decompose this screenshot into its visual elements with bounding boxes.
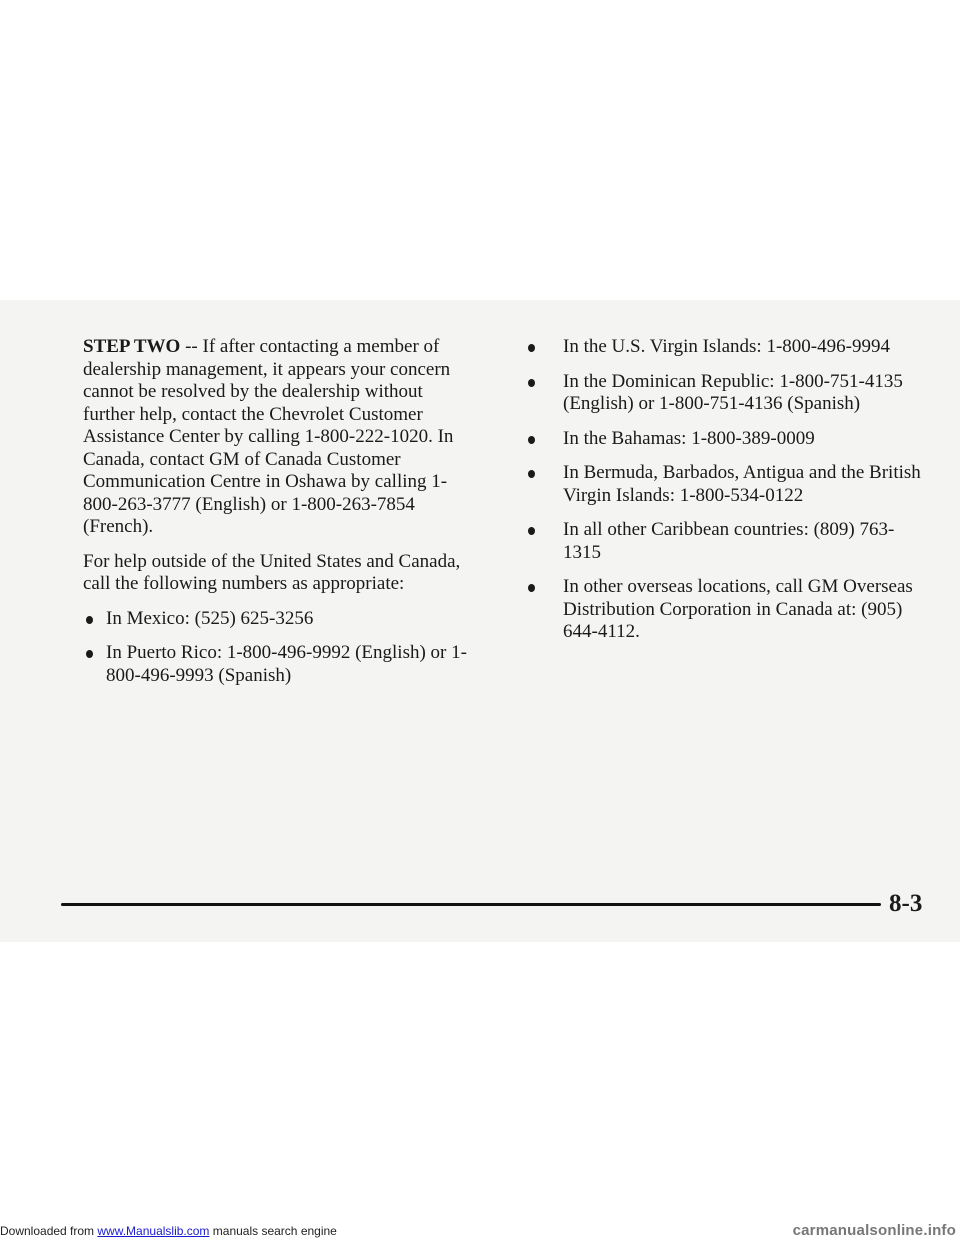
step-two-text: -- If after contacting a member of dealership management, it appears your concern cannot be resolved by the dealership without further help, contact the Chevrolet Customer Assistance Center by calling 1-800-222-1020. In Canada, contact GM of Canada Customer Communication Centre in Oshawa by calling 1-800-263-3777 (English) or 1-800-263-7854 (French). [83,336,454,537]
watermark-text: carmanualsonline.info [792,1222,956,1239]
right-bullet-list [523,336,928,644]
list-item: In all other Caribbean countries: (809) 763-1315 [523,519,928,564]
list-item: In other overseas locations, call GM Overseas Distribution Corporation in Canada at: (905) 644-4112. [523,576,928,644]
left-bullet-list [83,608,478,688]
bullet-icon [528,436,535,444]
bullet-icon [528,584,535,592]
bullet-icon [528,527,535,535]
manual-page [0,300,960,942]
step-two-paragraph [83,336,478,539]
right-column [523,336,928,656]
manualslib-link[interactable]: www.Manualslib.com [97,1224,210,1238]
list-item: In the Dominican Republic: 1-800-751-4135 (English) or 1-800-751-4136 (Spanish) [523,371,928,416]
intro-paragraph: For help outside of the United States and Canada, call the following numbers as appropriate: [83,550,461,594]
list-item: In Mexico: (525) 625-3256 [83,608,478,631]
download-notice: Downloaded from www.Manualslib.com manuals search engine [0,1224,337,1238]
footer-rule [61,903,881,906]
download-footer [0,1222,960,1242]
bullet-icon [528,470,535,478]
list-item: In Bermuda, Barbados, Antigua and the British Virgin Islands: 1-800-534-0122 [523,462,928,507]
list-item: In the U.S. Virgin Islands: 1-800-496-9994 [523,336,928,359]
list-item: In the Bahamas: 1-800-389-0009 [523,428,928,451]
bullet-icon [86,616,93,624]
left-column [83,336,478,699]
bullet-icon [528,344,535,352]
list-item: In Puerto Rico: 1-800-496-9992 (English) or 1-800-496-9993 (Spanish) [83,642,478,687]
bullet-icon [528,379,535,387]
page-number: 8-3 [889,890,923,917]
step-two-label: STEP TWO [83,336,181,357]
bullet-icon [86,650,93,658]
